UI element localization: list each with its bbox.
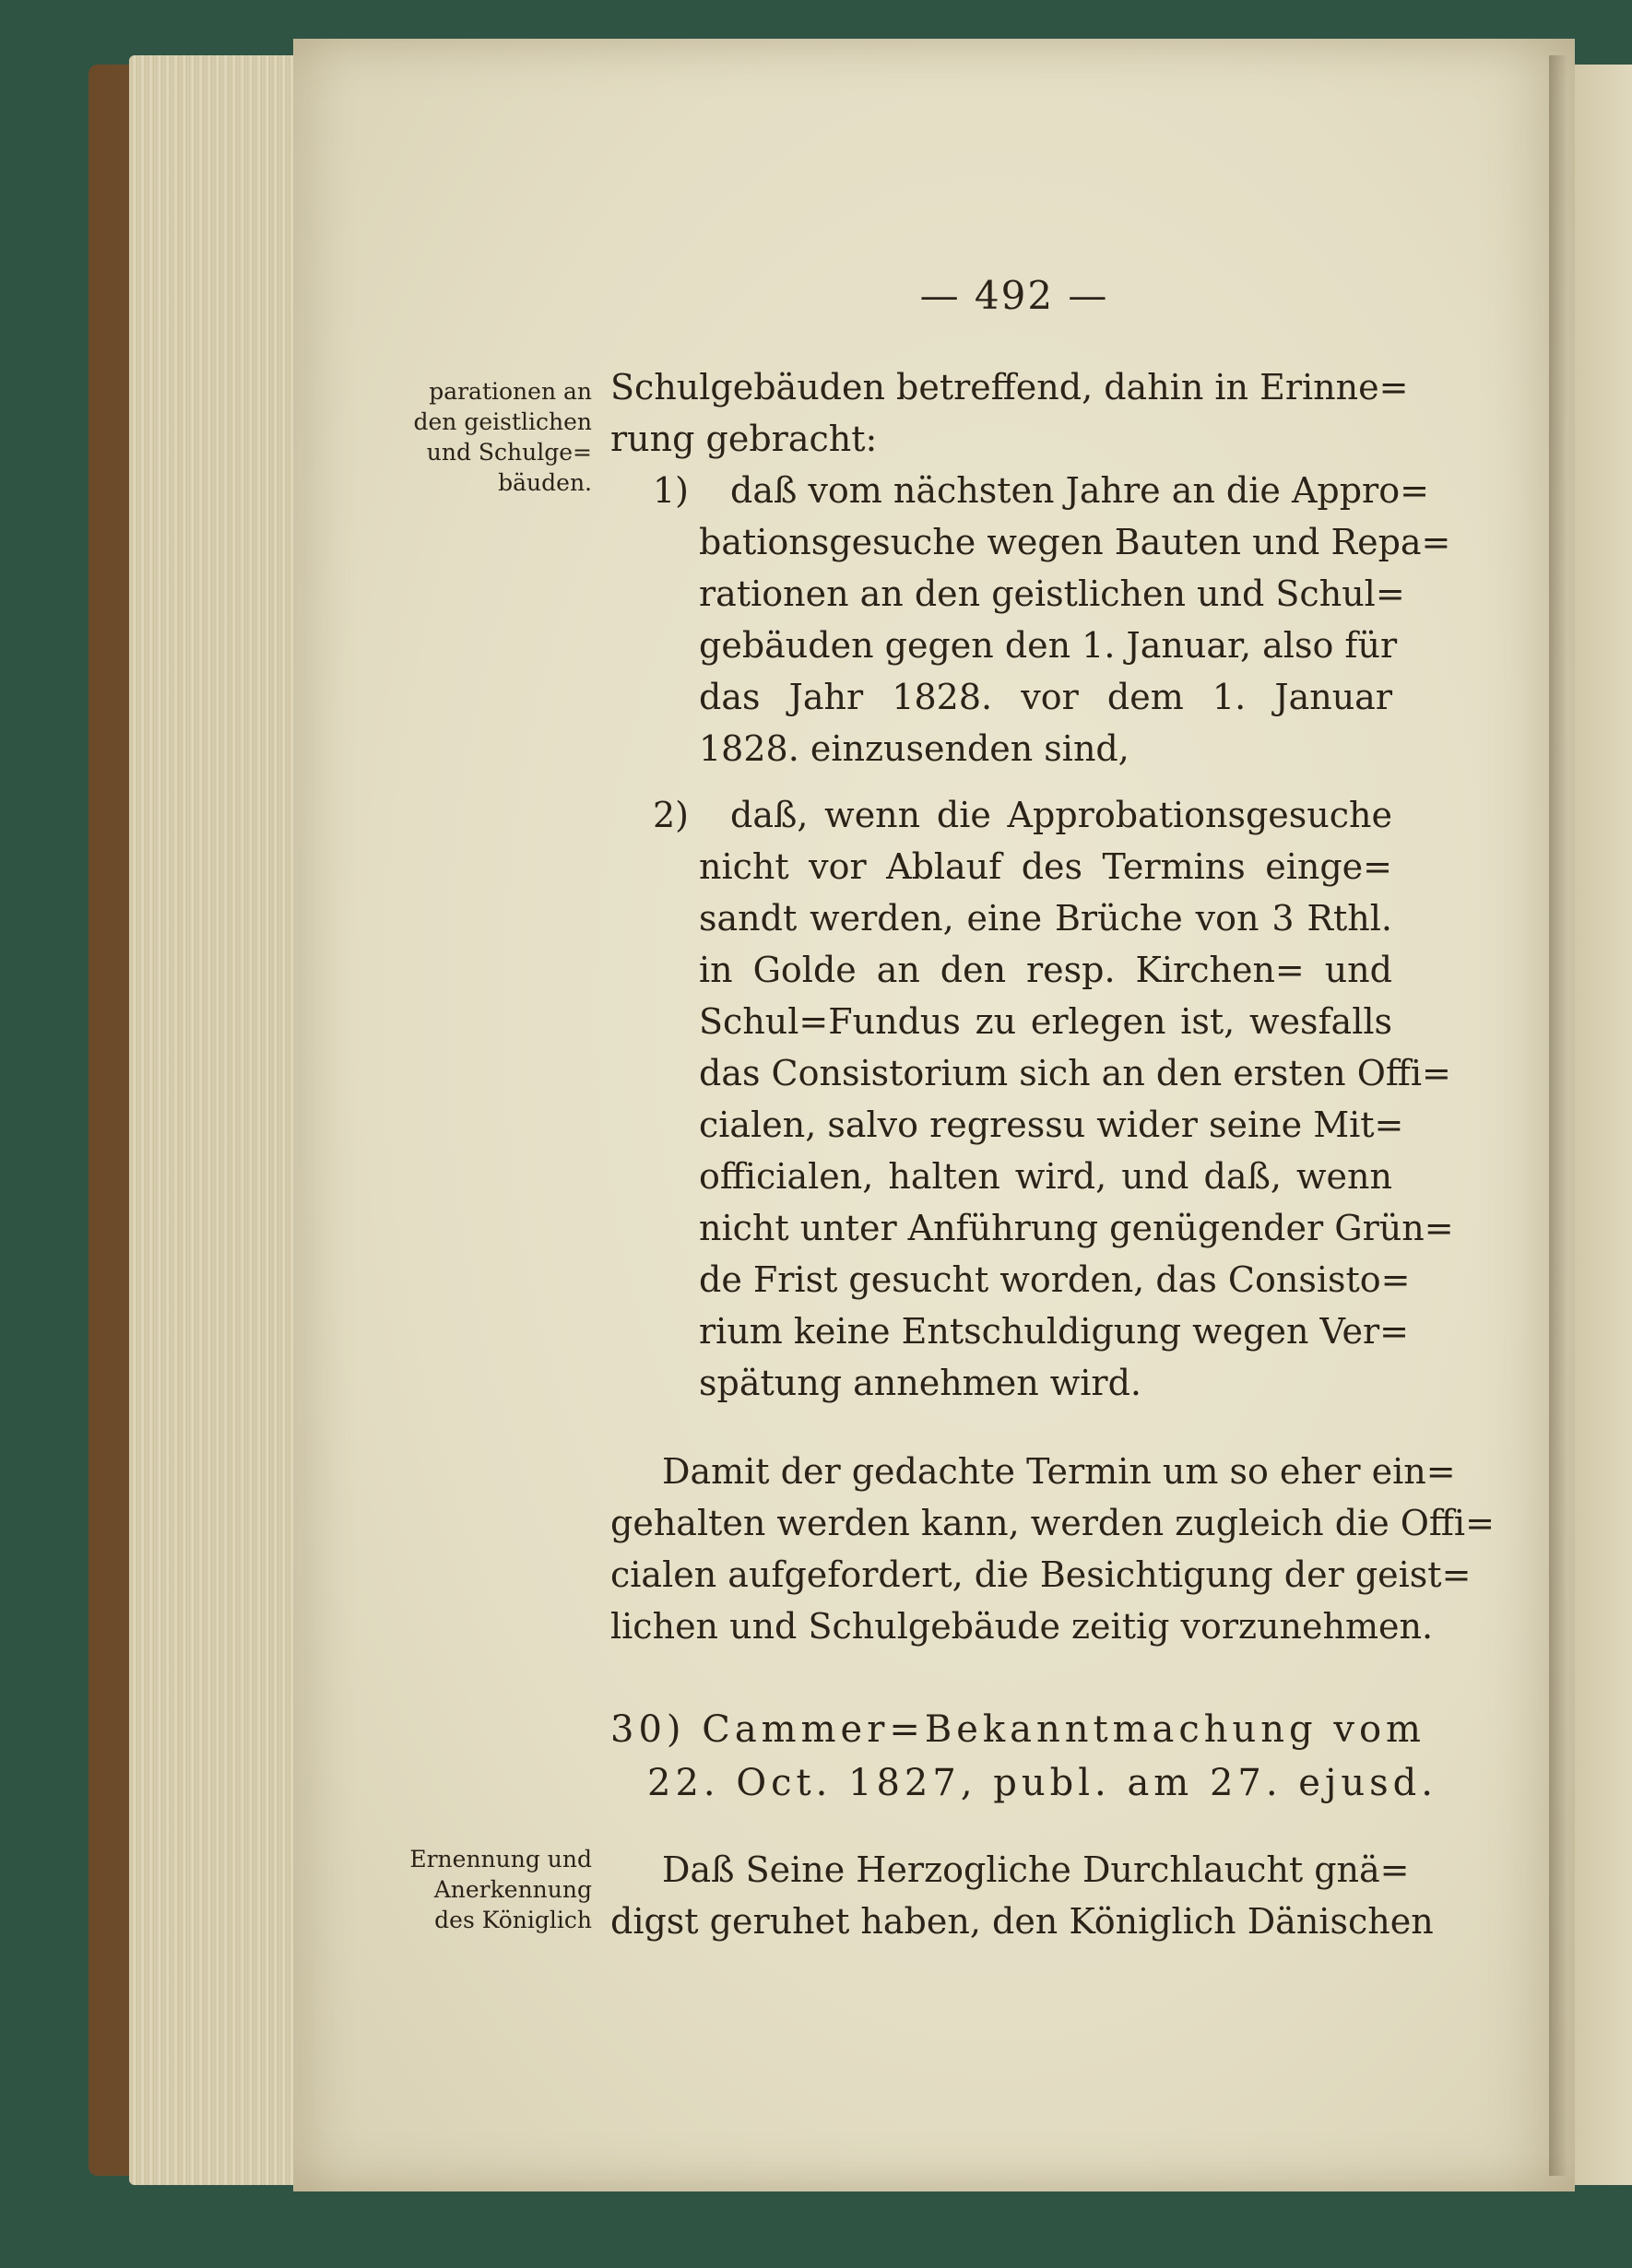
- body-line: gehalten werden kann, werden zugleich die Offi=: [610, 1503, 1495, 1543]
- margin-note-line: parationen an: [429, 378, 592, 405]
- body-line: officialen, halten wird, und daß, wenn: [699, 1156, 1392, 1197]
- body-line: rung gebracht:: [610, 419, 878, 459]
- body-line: gebäuden gegen den 1. Januar, also für: [699, 625, 1398, 666]
- body-line: nicht vor Ablauf des Termins einge=: [699, 846, 1392, 887]
- margin-note-line: des Königlich: [434, 1907, 592, 1933]
- item-label: 1): [653, 470, 690, 511]
- body-line: cialen, salvo regressu wider seine Mit=: [699, 1104, 1404, 1145]
- margin-note-line: Anerkennung: [433, 1876, 592, 1903]
- body-line: bationsgesuche wegen Bauten und Repa=: [699, 522, 1451, 562]
- body-line: das Jahr 1828. vor dem 1. Januar: [699, 677, 1392, 717]
- body-line: 1828. einzusenden sind,: [699, 728, 1129, 769]
- margin-note-line: den geistlichen: [413, 408, 592, 435]
- section-heading: 30) Cammer=Bekanntmachung vom: [610, 1708, 1425, 1751]
- body-line: sandt werden, eine Brüche von 3 Rthl.: [699, 898, 1392, 939]
- margin-note-line: Ernennung und: [409, 1846, 592, 1872]
- body-line: in Golde an den resp. Kirchen= und: [699, 950, 1392, 990]
- margin-note: [369, 376, 592, 498]
- margin-note: [369, 1844, 592, 1935]
- body-line: lichen und Schulgebäude zeitig vorzunehmen.: [610, 1606, 1434, 1647]
- body-line: das Consistorium sich an den ersten Offi=: [699, 1053, 1451, 1093]
- margin-note-line: und Schulge=: [426, 439, 592, 466]
- body-line: daß vom nächsten Jahre an die Appro=: [730, 470, 1429, 511]
- margin-note-line: bäuden.: [498, 469, 592, 496]
- body-line: cialen aufgefordert, die Besichtigung der geist=: [610, 1554, 1472, 1595]
- body-line: Schul=Fundus zu erlegen ist, wesfalls: [699, 1001, 1392, 1042]
- body-line: Daß Seine Herzogliche Durchlaucht gnä=: [662, 1849, 1410, 1890]
- body-line: Damit der gedachte Termin um so eher ein=: [662, 1451, 1456, 1492]
- body-line: nicht unter Anführung genügender Grün=: [699, 1208, 1454, 1248]
- page-number: — 492 —: [919, 273, 1109, 318]
- body-line: rationen an den geistlichen und Schul=: [699, 573, 1405, 614]
- body-line: daß, wenn die Approbationsgesuche: [730, 795, 1392, 835]
- body-line: digst geruhet haben, den Königlich Dänischen: [610, 1901, 1434, 1942]
- item-label: 2): [653, 795, 690, 835]
- body-line: spätung annehmen wird.: [699, 1363, 1141, 1403]
- body-line: de Frist gesucht worden, das Consisto=: [699, 1259, 1411, 1300]
- section-heading: 22. Oct. 1827, publ. am 27. ejusd.: [647, 1762, 1437, 1804]
- body-line: rium keine Entschuldigung wegen Ver=: [699, 1311, 1409, 1352]
- body-line: Schulgebäuden betreffend, dahin in Erinne=: [610, 367, 1409, 408]
